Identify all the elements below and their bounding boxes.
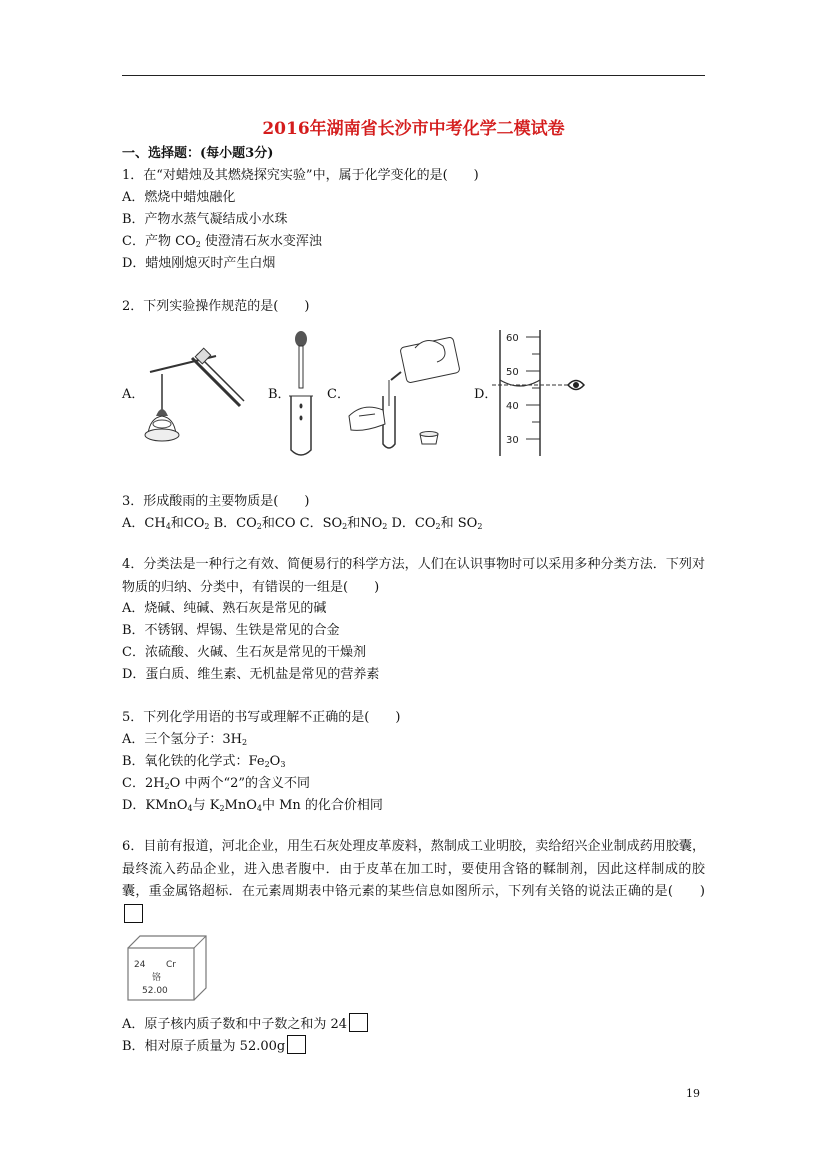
chromium-element-card — [126, 934, 208, 1002]
q2-label-a: A． — [122, 387, 145, 402]
page-number: 19 — [686, 1087, 700, 1100]
dropper-figure — [286, 330, 316, 460]
header-rule — [122, 75, 705, 76]
element-atomic-mass: 52.00 — [142, 986, 168, 996]
cylinder-tick-40: 40 — [506, 401, 519, 412]
q2-label-d: D． — [474, 387, 498, 402]
q4-stem: 4．分类法是一种行之有效、简便易行的科学方法，人们在认识事物时可以采用多种分类方法．下列对物质的归纳、分类中，有错误的一组是( ) — [122, 557, 705, 595]
q6-option-b: B．相对原子质量为 52.00g — [122, 1035, 306, 1056]
q6-option-a: A．原子核内质子数和中子数之和为 24 — [122, 1013, 368, 1034]
element-symbol: Cr — [166, 960, 176, 970]
q2-label-c: C． — [327, 387, 350, 402]
q3-options: A．$CH_4$和$CO_2$ B．$CO_2$和CO C．$SO_2$和$NO_2$ D．$CO_2$和 $SO_2$ — [122, 516, 483, 531]
element-name: 铬 — [152, 973, 162, 983]
answer-box — [349, 1013, 368, 1032]
cylinder-tick-60: 60 — [506, 333, 519, 344]
q2-label-b: B． — [268, 387, 291, 402]
answer-box — [124, 904, 143, 923]
section-heading: 一、选择题：(每小题3分) — [122, 146, 274, 161]
q5-stem: 5．下列化学用语的书写或理解不正确的是( ) — [122, 710, 401, 725]
paper-title: 2016年湖南省长沙市中考化学二模试卷 — [262, 119, 565, 139]
element-atomic-number: 24 — [134, 960, 146, 970]
q5-option-b: B．氧化铁的化学式：$Fe_2O_3$ — [122, 754, 286, 769]
q6-stem: 6．目前有报道，河北企业，用生石灰处理皮革废料，熬制成工业明胶，卖给绍兴企业制成药用胶囊，最终流入药品企业，进入患者腹中．由于皮革在加工时，要使用含铬的鞣制剂，因此这样制成的胶囊，重金属铬超标．在元素周期表中铬元素的某些信息如图所示，下列有关铬的说法正确的是( ) — [122, 836, 705, 927]
q5-option-c: C．$2H_2O$ 中两个“2”的含义不同 — [122, 776, 311, 791]
graduated-cylinder-figure — [492, 328, 602, 458]
q1-option-a: A．燃烧中蜡烛融化 — [122, 190, 236, 205]
q1-option-c: C．产物 $CO_2$ 使澄清石灰水变浑浊 — [122, 234, 322, 249]
q2-stem: 2．下列实验操作规范的是( ) — [122, 299, 310, 314]
q4-option-d: D．蛋白质、维生素、无机盐是常见的营养素 — [122, 667, 380, 682]
q1-option-d: D．蜡烛刚熄灭时产生白烟 — [122, 256, 276, 271]
cylinder-tick-30: 30 — [506, 435, 519, 446]
q5-option-a: A．三个氢分子：$3H_2$ — [122, 732, 248, 747]
heating-test-tube-figure — [140, 338, 245, 446]
q5-option-d: D．KMnO$_4$与 $K_2MnO_4$中 Mn 的化合价相同 — [122, 798, 383, 813]
q4-option-a: A．烧碱、纯碱、熟石灰是常见的碱 — [122, 601, 327, 616]
q3-stem: 3．形成酸雨的主要物质是( ) — [122, 494, 310, 509]
q1-stem: 1．在“对蜡烛及其燃烧探究实验”中，属于化学变化的是( ) — [122, 168, 479, 183]
q4-option-c: C．浓硫酸、火碱、生石灰是常见的干燥剂 — [122, 645, 366, 660]
q4-option-b: B．不锈钢、焊锡、生铁是常见的合金 — [122, 623, 340, 638]
q1-option-b: B．产物水蒸气凝结成小水珠 — [122, 212, 288, 227]
eye-icon — [568, 381, 584, 390]
pouring-liquid-figure — [345, 336, 470, 452]
cylinder-tick-50: 50 — [506, 367, 519, 378]
answer-box — [287, 1035, 306, 1054]
